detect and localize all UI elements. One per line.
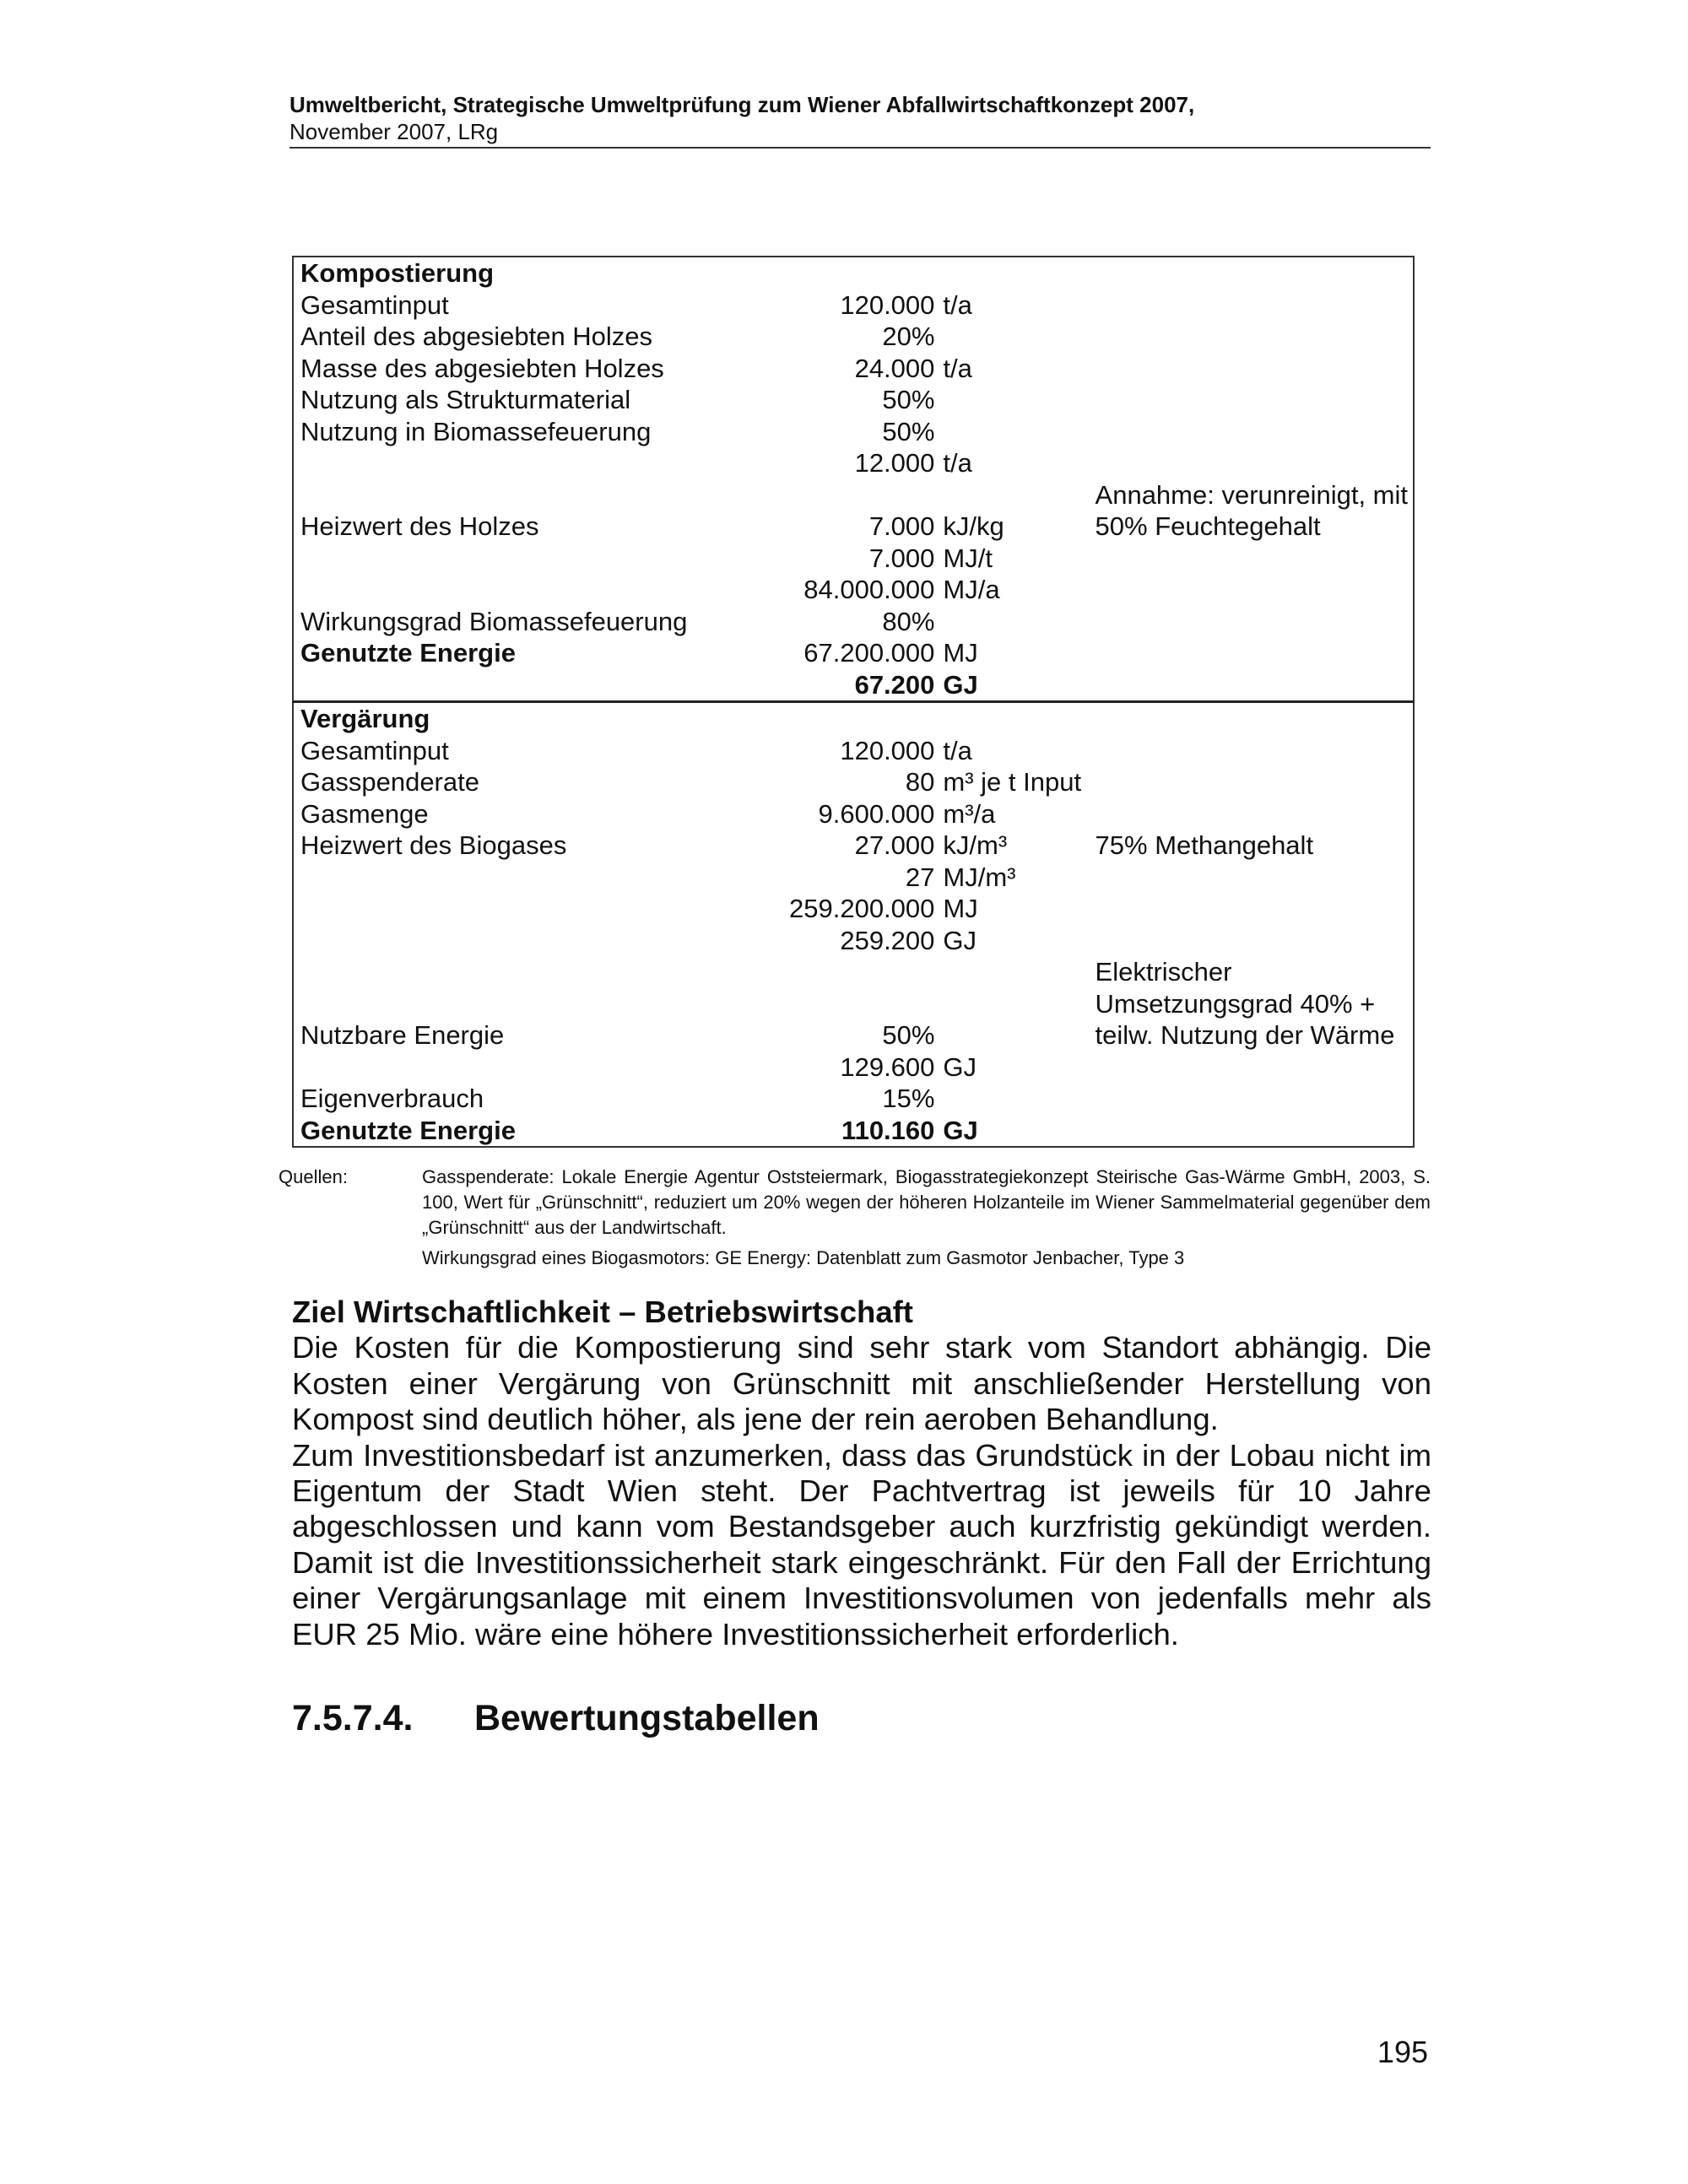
sources-label: Quellen: [279,1166,348,1187]
table-row [293,798,1414,830]
table-row [293,669,1414,702]
row-note: Umsetzungsgrad 40% + [1095,988,1376,1019]
row-value: 80 [905,767,935,797]
row-note [1092,637,1414,669]
row-value [711,956,938,988]
row-value: 7.000 [868,511,935,541]
row-label [293,479,711,511]
row-unit: MJ/m³ [943,862,1016,892]
row-unit [938,606,1091,638]
row-label: Gasspenderate [300,767,479,797]
table-row [293,988,1414,1020]
row-value [711,257,938,289]
row-value: 27.000 [854,830,935,860]
row-unit: GJ [943,1051,977,1082]
row-note [1092,798,1414,830]
row-value: 110.160 [841,1115,935,1145]
row-unit [938,479,1091,511]
row-value: 50% [882,385,935,414]
row-note [1092,416,1414,448]
row-note [1092,574,1414,606]
row-value: 27 [905,862,935,892]
row-note: teilw. Nutzung der Wärme [1095,1020,1395,1050]
section-title: Bewertungstabellen [474,1698,820,1738]
row-unit: m³/a [943,798,996,829]
row-note [1092,925,1414,957]
row-value: 20% [882,322,935,351]
row-value [711,702,938,735]
row-note [1092,1051,1414,1084]
row-unit [938,956,1091,988]
row-label: Gasmenge [300,798,429,829]
table-row [293,606,1414,638]
ziel-heading: Ziel Wirtschaftlichkeit – Betriebswirtschaft [292,1295,913,1329]
table-row [293,637,1414,669]
row-value: 120.000 [840,735,935,765]
row-note [1092,766,1414,798]
table-row [293,289,1414,322]
row-unit: t/a [943,448,972,478]
row-note [1092,669,1414,702]
row-label: Kompostierung [300,258,495,288]
row-note [1092,353,1414,385]
row-label [293,988,711,1020]
row-unit: MJ [943,638,978,668]
row-label [293,447,711,479]
row-label [293,574,711,606]
table-row [293,893,1414,925]
row-unit [938,416,1091,448]
row-label: Heizwert des Holzes [300,511,539,541]
row-label: Nutzung in Biomassefeuerung [300,416,652,446]
row-value: 7.000 [868,543,935,573]
row-note [1092,257,1414,289]
row-unit: MJ [943,894,978,923]
row-label: Genutzte Energie [300,638,516,668]
row-label: Masse des abgesiebten Holzes [300,353,664,383]
row-unit [938,384,1091,416]
row-value: 15% [882,1084,935,1113]
ziel-paragraph: Die Kosten für die Kompostierung sind sehr stark vom Standort abhängig. Die Kosten einer Vergärung von Grünschnitt mit anschließender Herstellung von Kompost sind deutlich höher, als jene der rein aeroben Behandlung. [292,1330,1431,1437]
table-row [293,321,1414,353]
row-note [1092,1083,1414,1115]
table-row [293,1115,1414,1148]
section-number: 7.5.7.4. [292,1698,414,1738]
energy-calculation-table [292,256,1415,1148]
row-value: 9.600.000 [818,798,935,829]
table-row [293,447,1414,479]
row-label: Gesamtinput [300,735,449,765]
table-row [293,1083,1414,1115]
section-heading [292,1696,820,1740]
row-unit: t/a [943,289,972,320]
source-item: Gasspenderate: Lokale Energie Agentur Oststeiermark, Biogasstrategiekonzept Steirische Gas-Wärme GmbH, 2003, S. 100, Wert für „Grünschnitt“, reduziert um 20% wegen der höheren Holzanteile im Wiener Sammelmaterial gegenüber dem „Grünschnitt“ aus der Landwirtschaft. [422,1166,1431,1238]
row-label: Nutzung als Strukturmaterial [300,385,631,414]
row-unit [938,1019,1091,1051]
header-title: Umweltbericht, Strategische Umweltprüfung zum Wiener Abfallwirtschaftkonzept 2007, [289,92,1195,117]
row-value: 24.000 [854,353,935,383]
table-row [293,543,1414,575]
row-unit [938,321,1091,353]
row-label: Gesamtinput [300,289,449,320]
row-value: 80% [882,606,935,636]
row-value: 67.200 [854,669,935,700]
table-body [293,257,1414,1147]
source-item: Wirkungsgrad eines Biogasmotors: GE Energy: Datenblatt zum Gasmotor Jenbacher, Type 3 [422,1247,1185,1268]
ziel-section [292,1295,1431,1652]
table-row [293,1051,1414,1084]
table-row [293,353,1414,385]
row-value: 259.200.000 [789,894,935,923]
row-value: 129.600 [840,1051,935,1082]
row-unit: m³ je t Input [943,767,1082,797]
row-note [1092,702,1414,735]
page-number: 195 [1377,2035,1428,2069]
row-note [1092,606,1414,638]
table-row [293,257,1414,289]
row-unit [938,702,1091,735]
table-row [293,384,1414,416]
row-unit [938,257,1091,289]
row-value: 259.200 [840,925,935,955]
table-row [293,925,1414,957]
row-note [1092,1115,1414,1148]
row-label: Vergärung [293,702,711,735]
row-label [293,862,711,894]
row-note [1092,384,1414,416]
row-unit: kJ/m³ [943,830,1008,860]
row-label [293,956,711,988]
row-note: 75% Methangehalt [1095,830,1314,860]
row-unit: GJ [943,1115,978,1145]
row-value: 120.000 [840,289,935,320]
row-unit: kJ/kg [943,511,1004,541]
table-row [293,766,1414,798]
row-label: Eigenverbrauch [300,1084,484,1113]
row-label: Nutzbare Energie [300,1020,505,1050]
table-row [293,416,1414,448]
row-note [1092,735,1414,767]
row-unit [938,988,1091,1020]
row-value: 84.000.000 [803,575,935,604]
row-label: Genutzte Energie [300,1115,516,1145]
table-row [293,479,1414,511]
table-row [293,830,1414,862]
table-row [293,735,1414,767]
row-note [1092,862,1414,894]
row-note: Annahme: verunreinigt, mit [1095,479,1408,510]
row-value: 50% [882,416,935,446]
row-note: Elektrischer [1095,957,1232,987]
table-row [293,702,1414,735]
row-note [1092,543,1414,575]
row-unit: MJ/a [943,575,1000,604]
row-value: 12.000 [854,448,935,478]
row-label [293,925,711,957]
table-row [293,1019,1414,1051]
row-note [1092,321,1414,353]
row-label: Heizwert des Biogases [300,830,567,860]
row-note [1092,893,1414,925]
row-unit: GJ [943,925,977,955]
row-unit: GJ [943,669,978,700]
ziel-paragraph: Zum Investitionsbedarf ist anzumerken, dass das Grundstück in der Lobau nicht im Eigentum der Stadt Wien steht. Der Pachtvertrag ist jeweils für 10 Jahre abgeschlossen und kann vom Bestandsgeber auch kurzfristig gekündigt werden. Damit ist die Investitionssicherheit stark eingeschränkt. Für den Fall der Errichtung einer Vergärungsanlage mit einem Investitionsvolumen von jedenfalls mehr als EUR 25 Mio. wäre eine höhere Investitionssicherheit erforderlich. [292,1437,1431,1652]
table-row [293,956,1414,988]
row-value: 50% [882,1020,935,1050]
table-row [293,862,1414,894]
row-unit: t/a [943,353,972,383]
row-label [293,669,711,702]
row-label [293,893,711,925]
row-note [1092,447,1414,479]
table-row [293,574,1414,606]
row-value [711,988,938,1020]
row-unit: t/a [943,735,972,765]
row-note: 50% Feuchtegehalt [1095,511,1321,541]
row-label [293,1051,711,1084]
row-unit: MJ/t [943,543,993,573]
row-note [1092,289,1414,322]
page-header [289,91,1431,149]
row-label [293,543,711,575]
table-row [293,511,1414,543]
row-value: 67.200.000 [803,638,935,668]
row-value [711,479,938,511]
row-label: Anteil des abgesiebten Holzes [300,322,653,351]
row-label: Wirkungsgrad Biomassefeuerung [300,606,688,636]
header-subtitle: November 2007, LRg [289,119,499,144]
row-unit [938,1083,1091,1115]
